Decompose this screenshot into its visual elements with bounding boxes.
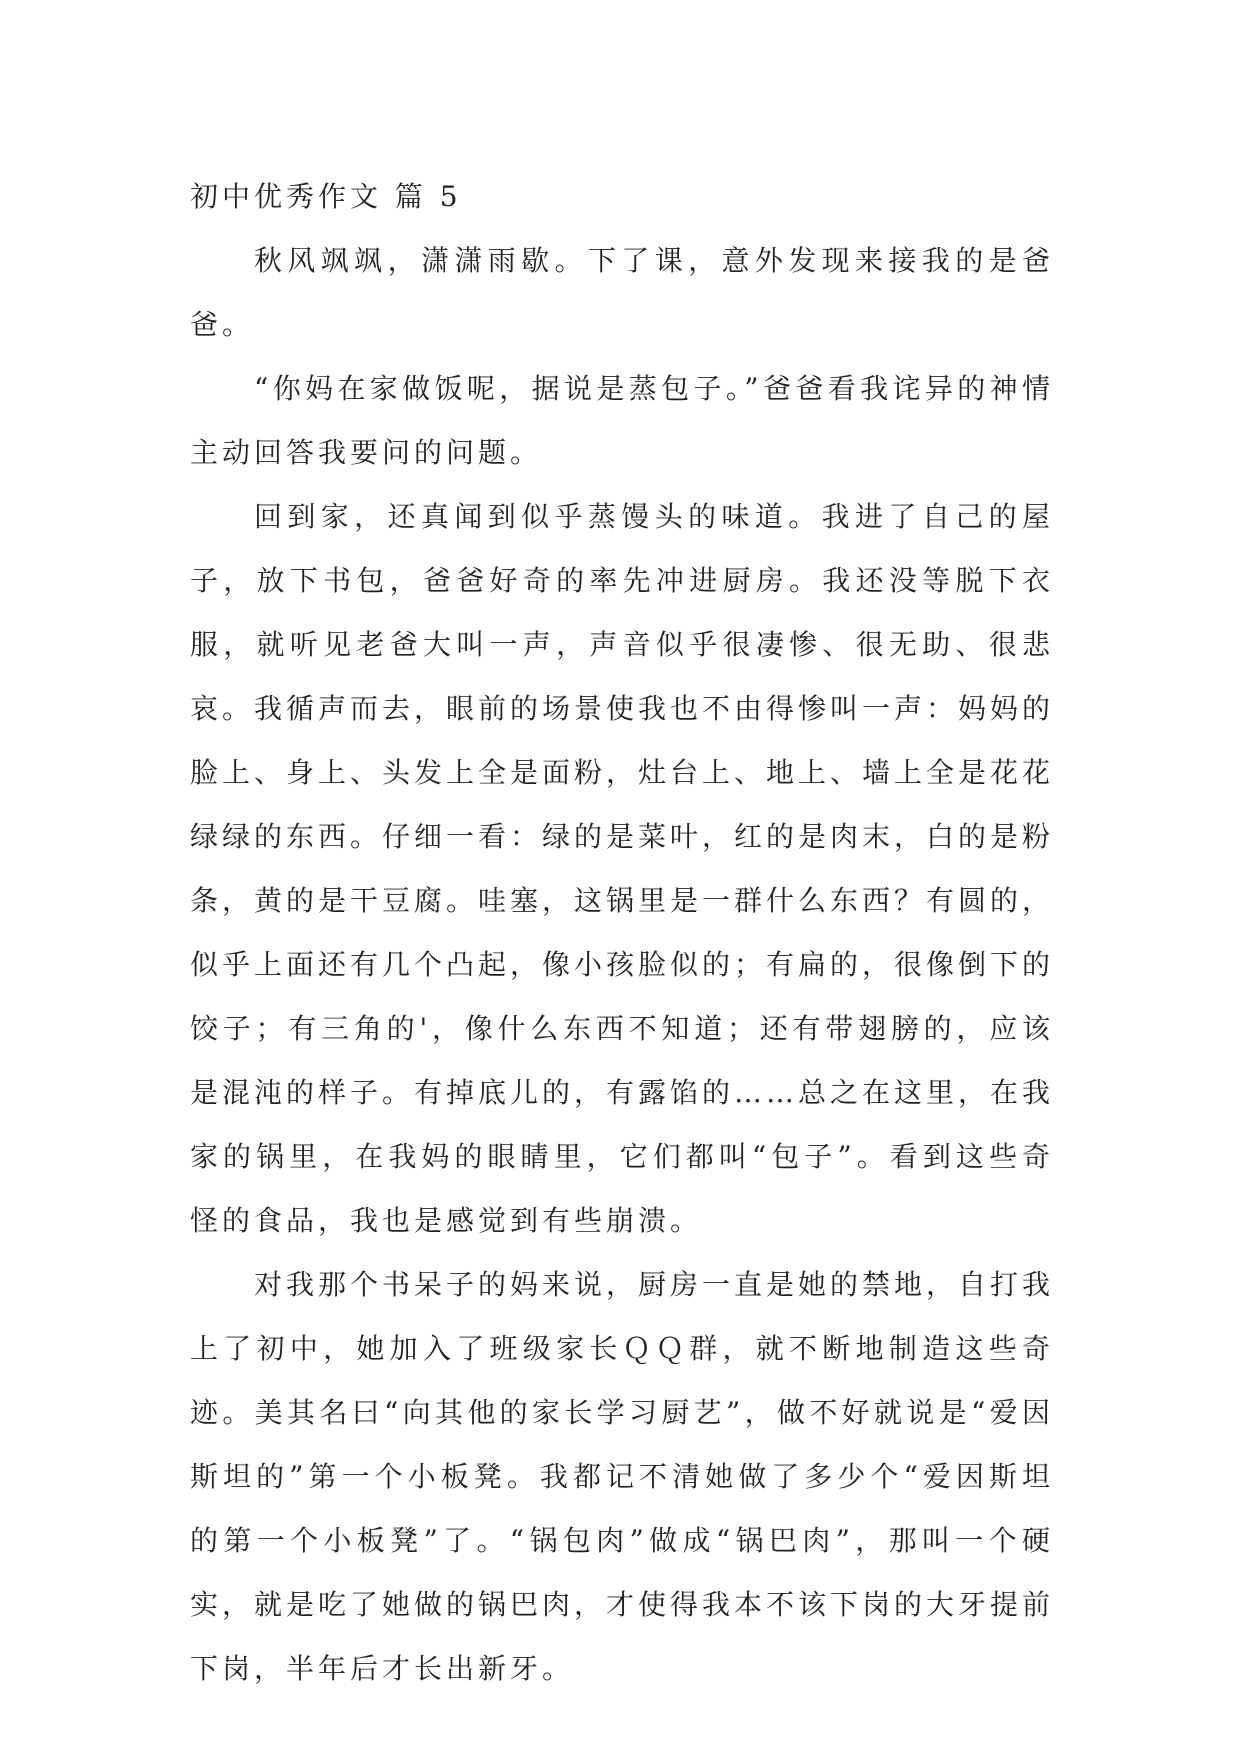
paragraph-4: 对我那个书呆子的妈来说，厨房一直是她的禁地，自打我上了初中，她加入了班级家长ＱＱ群，就不断地制造这些奇迹。美其名曰“向其他的家长学习厨艺”，做不好就说是“爱因斯坦的”第一个小板凳。我都记不清她做了多少个“爱因斯坦的第一个小板凳”了。“锅包肉”做成“锅巴肉”，那叫一个硬实，就是吃了她做的锅巴肉，才使得我本不该下岗的大牙提前下岗，半年后才长出新牙。 xyxy=(190,1268,1055,1685)
document-title: 初中优秀作文 篇 5 xyxy=(190,180,462,213)
paragraph-2: “你妈在家做饭呢，据说是蒸包子。”爸爸看我诧异的神情主动回答我要问的问题。 xyxy=(190,372,1054,469)
paragraph-3: 回到家，还真闻到似乎蒸馒头的味道。我进了自己的屋子，放下书包，爸爸好奇的率先冲进厨房。我还没等脱下衣服，就听见老爸大叫一声，声音似乎很凄惨、很无助、很悲哀。我循声而去，眼前的场景使我也不由得惨叫一声：妈妈的脸上、身上、头发上全是面粉，灶台上、地上、墙上全是花花绿绿的东西。仔细一看：绿的是菜叶，红的是肉末，白的是粉条，黄的是干豆腐。哇塞，这锅里是一群什么东西？有圆的，似乎上面还有几个凸起，像小孩脸似的；有扁的，很像倒下的饺子；有三角的'，像什么东西不知道；还有带翅膀的，应该是混沌的样子。有掉底儿的，有露馅的……总之在这里，在我家的锅里，在我妈的眼睛里，它们都叫“包子”。看到这些奇怪的食品，我也是感觉到有些崩溃。 xyxy=(190,500,1055,1237)
document-body xyxy=(190,165,1054,1701)
paragraph-1: 秋风飒飒，潇潇雨歇。下了课，意外发现来接我的是爸爸。 xyxy=(190,244,1054,341)
